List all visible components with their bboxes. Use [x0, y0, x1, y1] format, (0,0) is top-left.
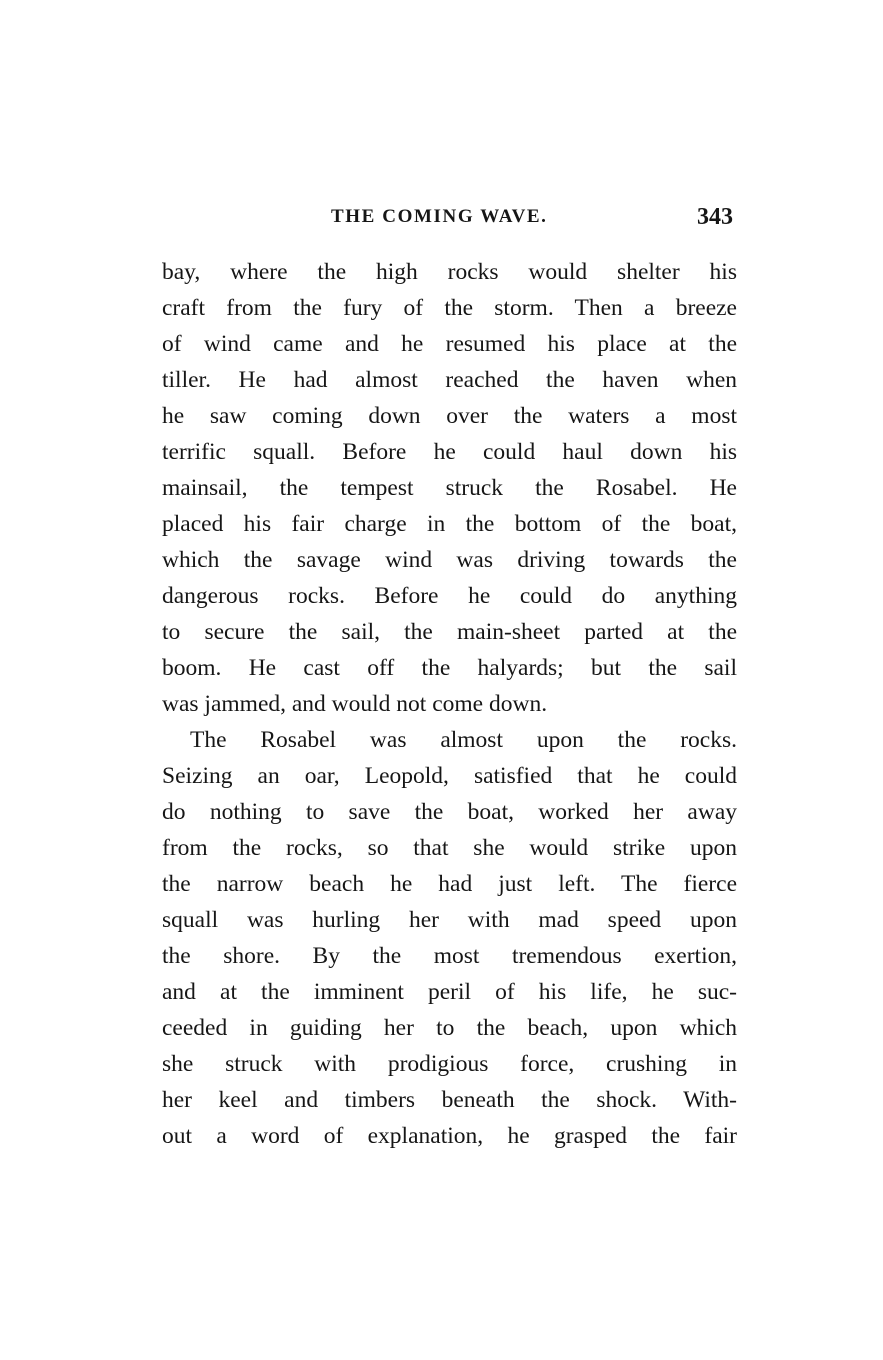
text-line: dangerous rocks. Before he could do anything: [162, 583, 737, 609]
text-line: boom. He cast off the halyards; but the sail: [162, 655, 737, 681]
text-line: was jammed, and would not come down.: [162, 691, 548, 717]
text-line: which the savage wind was driving towards the: [162, 547, 737, 573]
text-line: do nothing to save the boat, worked her away: [162, 799, 737, 825]
text-line: bay, where the high rocks would shelter his: [162, 259, 737, 285]
text-line: placed his fair charge in the bottom of the boat,: [162, 511, 737, 537]
text-line: mainsail, the tempest struck the Rosabel. He: [162, 475, 737, 501]
text-line: out a word of explanation, he grasped the fair: [162, 1123, 737, 1149]
text-line: The Rosabel was almost upon the rocks.: [190, 727, 737, 753]
text-line: and at the imminent peril of his life, he suc-: [162, 979, 737, 1005]
body-text: [162, 254, 737, 1154]
text-line: to secure the sail, the main-sheet parted at the: [162, 619, 737, 645]
text-line: ceeded in guiding her to the beach, upon which: [162, 1015, 737, 1041]
text-line: the shore. By the most tremendous exertion,: [162, 943, 737, 969]
text-line: Seizing an oar, Leopold, satisfied that he could: [162, 763, 737, 789]
text-line: her keel and timbers beneath the shock. With-: [162, 1087, 737, 1113]
text-line: she struck with prodigious force, crushing in: [162, 1051, 737, 1077]
running-title: THE COMING WAVE.: [331, 206, 548, 227]
text-line: the narrow beach he had just left. The fierce: [162, 871, 737, 897]
text-line: of wind came and he resumed his place at the: [162, 331, 737, 357]
text-line: squall was hurling her with mad speed upon: [162, 907, 737, 933]
text-line: terrific squall. Before he could haul down his: [162, 439, 737, 465]
text-line: tiller. He had almost reached the haven when: [162, 367, 737, 393]
page-number: 343: [697, 204, 733, 230]
text-line: from the rocks, so that she would strike upon: [162, 835, 737, 861]
text-line: craft from the fury of the storm. Then a breeze: [162, 295, 737, 321]
text-line: he saw coming down over the waters a most: [162, 403, 737, 429]
